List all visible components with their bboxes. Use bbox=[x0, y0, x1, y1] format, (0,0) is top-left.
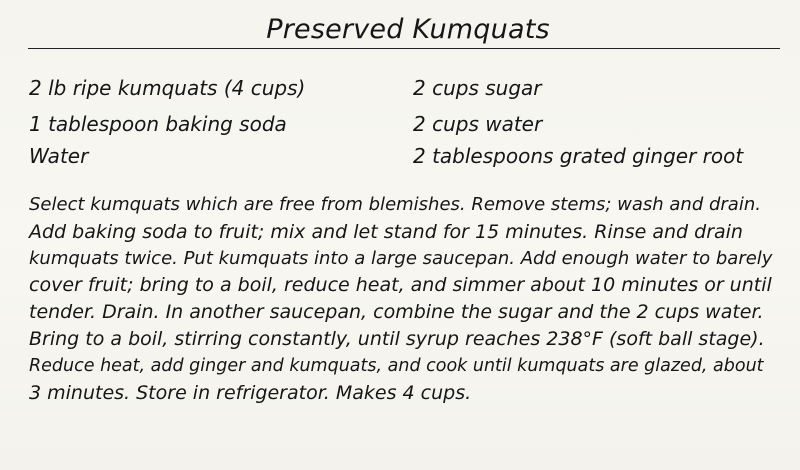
ingredient-item: Water bbox=[29, 144, 89, 168]
directions-line: Add baking soda to fruit; mix and let stand for 15 minutes. Rinse and drain bbox=[29, 220, 743, 243]
ingredient-item: 2 cups sugar bbox=[413, 76, 542, 100]
directions-line: cover fruit; bring to a boil, reduce heat, and simmer about 10 minutes or until bbox=[29, 274, 772, 297]
ingredient-item: 2 tablespoons grated ginger root bbox=[413, 144, 744, 168]
title-underline bbox=[28, 48, 780, 49]
directions-line: Bring to a boil, stirring constantly, until syrup reaches 238°F (soft ball stage). bbox=[29, 327, 765, 350]
recipe-directions bbox=[29, 192, 779, 406]
recipe-title bbox=[0, 14, 800, 45]
directions-line: tender. Drain. In another saucepan, combine the sugar and the 2 cups water. bbox=[29, 301, 764, 324]
directions-line: Select kumquats which are free from blemishes. Remove stems; wash and drain. bbox=[29, 194, 761, 215]
ingredient-item: 2 lb ripe kumquats (4 cups) bbox=[29, 76, 306, 100]
directions-line: kumquats twice. Put kumquats into a large saucepan. Add enough water to barely bbox=[29, 247, 773, 269]
directions-line: 3 minutes. Store in refrigerator. Makes 4 cups. bbox=[29, 381, 472, 404]
recipe-title-text: Preserved Kumquats bbox=[266, 14, 550, 45]
ingredient-item: 2 cups water bbox=[413, 112, 543, 136]
ingredient-item: 1 tablespoon baking soda bbox=[29, 112, 287, 136]
directions-line: Reduce heat, add ginger and kumquats, and cook until kumquats are glazed, about bbox=[29, 355, 764, 376]
